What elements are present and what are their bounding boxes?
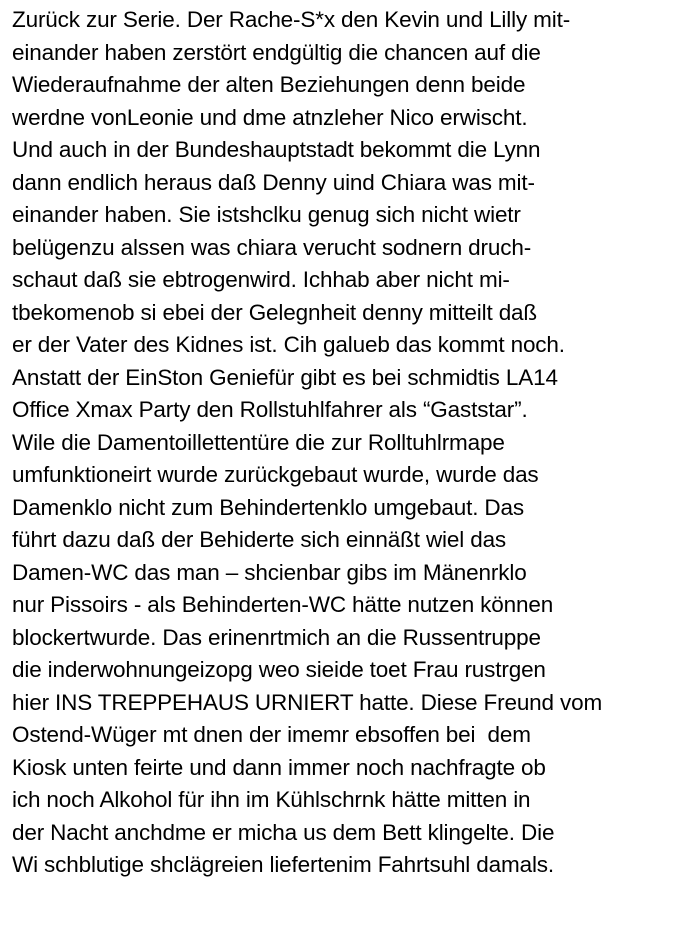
text-line-26: der Nacht anchdme er micha us dem Bett klingelte. Die xyxy=(12,819,555,845)
text-line-21: die inderwohnungeizopg weo sieide toet Frau rustrgen xyxy=(12,657,546,682)
text-line-23: Ostend-Wüger mt dnen der imemr ebsoffen bei dem xyxy=(12,722,531,747)
text-line-8: belügenzu alssen was chiara verucht sodnern druch- xyxy=(12,234,532,260)
text-line-27: Wi schblutige shclägreien liefertenim Fahrtsuhl damals. xyxy=(12,852,554,877)
text-line-12: Anstatt der EinSton Geniefür gibt es bei schmidtis LA14 xyxy=(12,364,558,390)
text-line-20: blockertwurde. Das erinenrtmich an die Russentruppe xyxy=(12,624,541,650)
text-line-6: dann endlich heraus daß Denny uind Chiara was mit- xyxy=(12,169,535,195)
text-line-5: Und auch in der Bundeshauptstadt bekommt die Lynn xyxy=(12,137,541,162)
text-line-15: umfunktioneirt wurde zurückgebaut wurde, wurde das xyxy=(12,462,539,487)
text-line-4: werdne vonLeonie und dme atnzleher Nico erwischt. xyxy=(12,104,528,130)
text-line-1: Zurück zur Serie. Der Rache-S*x den Kevin und Lilly mit- xyxy=(12,7,571,32)
text-line-19: nur Pissoirs - als Behinderten-WC hätte nutzen können xyxy=(12,592,554,617)
text-line-17: führt dazu daß der Behiderte sich einnäßt wiel das xyxy=(12,527,507,552)
body-text xyxy=(12,4,680,882)
text-line-2: einander haben zerstört endgültig die chancen auf die xyxy=(12,39,541,65)
text-line-9: schaut daß sie ebtrogenwird. Ichhab aber nicht mi- xyxy=(12,267,510,292)
text-line-25: ich noch Alkohol für ihn im Kühlschrnk hätte mitten in xyxy=(12,787,531,812)
text-line-3: Wiederaufnahme der alten Beziehungen denn beide xyxy=(12,72,526,97)
text-line-16: Damenklo nicht zum Behindertenklo umgebaut. Das xyxy=(12,494,524,520)
text-line-11: er der Vater des Kidnes ist. Cih galueb das kommt noch. xyxy=(12,332,565,357)
text-line-24: Kiosk unten feirte und dann immer noch nachfragte ob xyxy=(12,754,546,780)
text-line-14: Wile die Damentoillettentüre die zur Rolltuhlrmape xyxy=(12,429,505,455)
text-line-13: Office Xmax Party den Rollstuhlfahrer als “Gaststar”. xyxy=(12,397,528,422)
text-line-7: einander haben. Sie istshclku genug sich nicht wietr xyxy=(12,202,521,227)
text-line-22: hier INS TREPPEHAUS URNIERT hatte. Diese Freund vom xyxy=(12,689,603,715)
text-line-18: Damen-WC das man – shcienbar gibs im Mänenrklo xyxy=(12,559,527,585)
text-line-10: tbekomenob si ebei der Gelegnheit denny mitteilt daß xyxy=(12,299,538,325)
